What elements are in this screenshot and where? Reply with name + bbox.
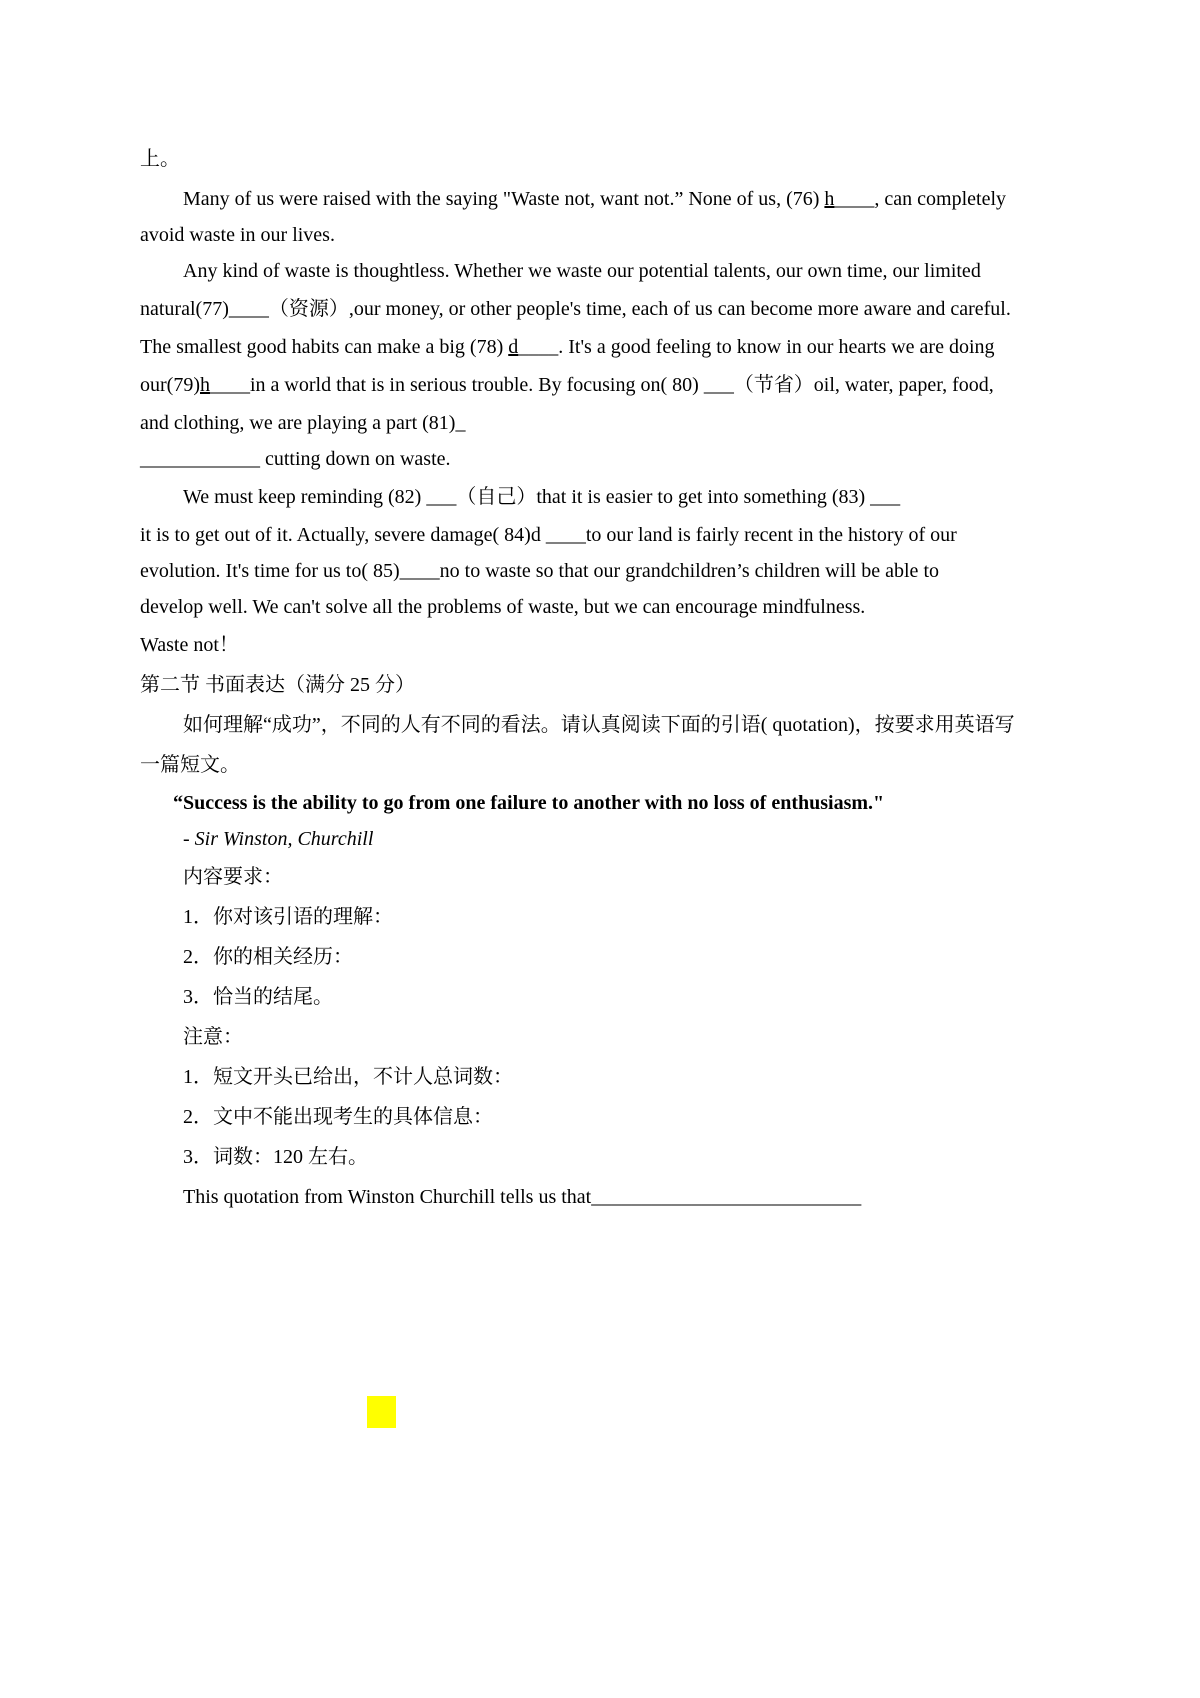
paragraph-1-line-1: [183, 187, 1123, 211]
notes-heading: 注意：: [183, 1026, 243, 1048]
blank-78-answer: d: [508, 336, 519, 358]
paragraph-1-line-2: avoid waste in our lives.: [140, 224, 335, 246]
closing-line: Waste not！: [140, 634, 239, 656]
instruction-line-1: 如何理解“成功”，不同的人有不同的看法。请认真阅读下面的引语( quotation)，按要求用英语写: [183, 714, 1015, 736]
quotation-attribution: - Sir Winston, Churchill: [183, 828, 374, 850]
text-segment: ____in a world that is in serious trouble. By focusing on( 80) ___（节省）oil, water, paper, food,: [209, 374, 994, 396]
blank-76-answer: h: [824, 188, 835, 210]
paragraph-2-line-1: Any kind of waste is thoughtless. Whether we waste our potential talents, our own time, our limited: [183, 260, 981, 282]
paragraph-2-line-5: and clothing, we are playing a part (81)_: [140, 412, 466, 434]
paragraph-2-line-2: natural(77)____（资源）,our money, or other people's time, each of us can become more aware and careful.: [140, 298, 1011, 320]
paragraph-3-line-4: develop well. We can't solve all the problems of waste, but we can encourage mindfulness.: [140, 596, 866, 618]
text-line-continuation: 上。: [140, 148, 180, 170]
quotation: “Success is the ability to go from one failure to another with no loss of enthusiasm.": [173, 792, 885, 814]
blank-79-answer: h: [199, 374, 210, 396]
note-item-1: 1．短文开头已给出，不计人总词数：: [183, 1066, 513, 1088]
text-segment: our(79): [140, 374, 200, 396]
requirement-item-3: 3．恰当的结尾。: [183, 986, 333, 1008]
paragraph-2-line-3: [140, 335, 1080, 359]
instruction-line-2: 一篇短文。: [140, 754, 240, 776]
requirement-item-1: 1．你对该引语的理解：: [183, 906, 393, 928]
essay-opening-line[interactable]: This quotation from Winston Churchill tells us that___________________________: [183, 1186, 862, 1208]
text-segment: The smallest good habits can make a big (78): [140, 336, 509, 358]
paragraph-3-line-2: it is to get out of it. Actually, severe damage( 84)d ____to our land is fairly recent in the history of our: [140, 524, 957, 546]
section-heading: 第二节 书面表达（满分 25 分）: [140, 674, 415, 696]
yellow-highlight-mark: [367, 1396, 396, 1428]
text-segment: Many of us were raised with the saying "Waste not, want not.” None of us, (76): [183, 188, 825, 210]
note-item-2: 2．文中不能出现考生的具体信息：: [183, 1106, 493, 1128]
note-item-3: 3．词数：120 左右。: [183, 1146, 368, 1168]
paragraph-2-line-4: [140, 373, 1080, 397]
text-segment: ____, can completely: [834, 188, 1007, 210]
text-segment: ____. It's a good feeling to know in our hearts we are doing: [518, 336, 995, 358]
paragraph-3-line-1: We must keep reminding (82) ___（自己）that it is easier to get into something (83) ___: [183, 486, 901, 508]
paragraph-2-line-6: ____________ cutting down on waste.: [140, 448, 451, 470]
paragraph-3-line-3: evolution. It's time for us to( 85)____no to waste so that our grandchildren’s children will be able to: [140, 560, 939, 582]
requirement-item-2: 2．你的相关经历：: [183, 946, 353, 968]
requirements-heading: 内容要求：: [183, 866, 283, 888]
